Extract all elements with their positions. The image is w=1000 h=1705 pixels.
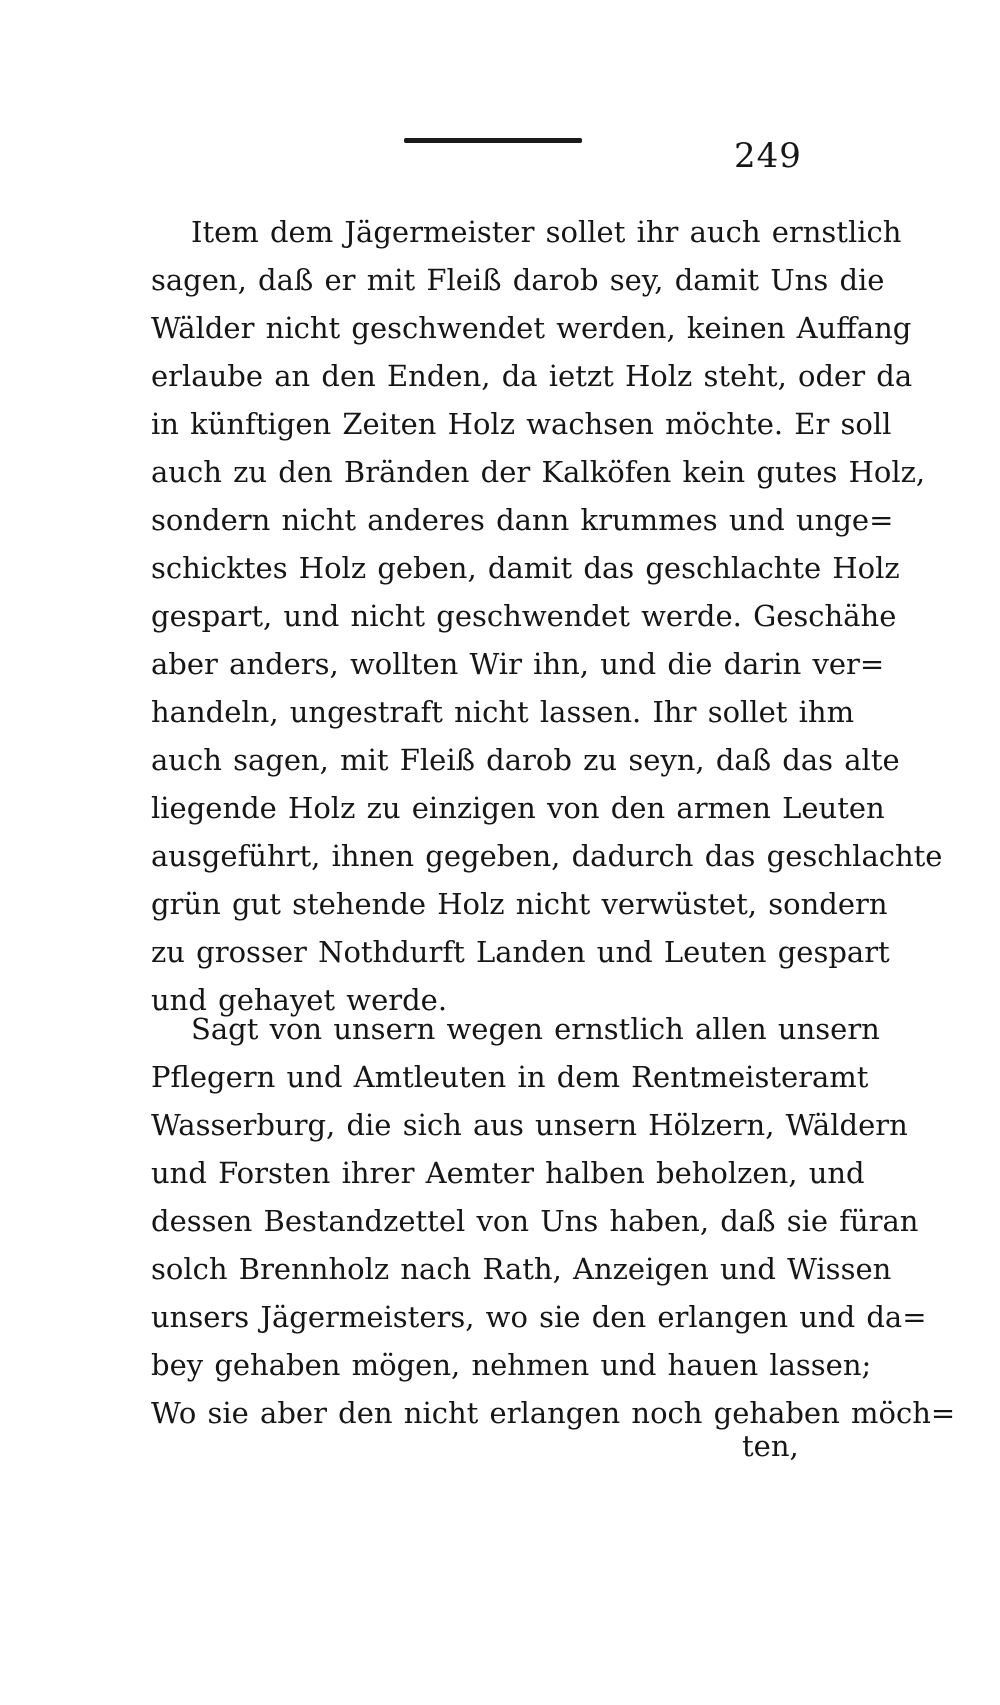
text-line: Wo sie aber den nicht erlangen noch gehaben möch= (151, 1396, 956, 1430)
text-line: Item dem Jägermeister sollet ihr auch ernstlich (191, 215, 902, 249)
header-rule (404, 138, 582, 143)
text-line: Sagt von unsern wegen ernstlich allen unsern (191, 1012, 880, 1046)
text-line: ausgeführt, ihnen gegeben, dadurch das geschlachte (151, 839, 943, 873)
text-line: gespart, und nicht geschwendet werde. Geschähe (151, 599, 897, 633)
text-line: auch zu den Bränden der Kalköfen kein gutes Holz, (151, 455, 926, 489)
text-line: solch Brennholz nach Rath, Anzeigen und Wissen (151, 1252, 892, 1286)
text-line: Pflegern und Amtleuten in dem Rentmeisteramt (151, 1060, 869, 1094)
text-line: dessen Bestandzettel von Uns haben, daß sie füran (151, 1204, 919, 1238)
catchword: ten, (742, 1429, 799, 1463)
text-line: liegende Holz zu einzigen von den armen Leuten (151, 791, 885, 825)
paragraph-2 (151, 1005, 956, 1437)
text-line: erlaube an den Enden, da ietzt Holz steht, oder da (151, 359, 913, 393)
text-line: grün gut stehende Holz nicht verwüstet, sondern (151, 887, 888, 921)
page-number: 249 (734, 136, 802, 176)
text-line: sondern nicht anderes dann krummes und unge= (151, 503, 894, 537)
text-line: und gehayet werde. (151, 983, 448, 1017)
paragraph-1 (151, 208, 943, 1024)
text-line: schicktes Holz geben, damit das geschlachte Holz (151, 551, 900, 585)
text-line: unsers Jägermeisters, wo sie den erlangen und da= (151, 1300, 927, 1334)
text-line: aber anders, wollten Wir ihn, und die darin ver= (151, 647, 885, 681)
text-line: Wasserburg, die sich aus unsern Hölzern, Wäldern (151, 1108, 908, 1142)
text-line: zu grosser Nothdurft Landen und Leuten gespart (151, 935, 890, 969)
text-line: in künftigen Zeiten Holz wachsen möchte. Er soll (151, 407, 892, 441)
text-line: und Forsten ihrer Aemter halben beholzen, und (151, 1156, 865, 1190)
text-line: Wälder nicht geschwendet werden, keinen Auffang (151, 311, 912, 345)
text-line: auch sagen, mit Fleiß darob zu seyn, daß das alte (151, 743, 900, 777)
text-line: handeln, ungestraft nicht lassen. Ihr sollet ihm (151, 695, 855, 729)
text-line: sagen, daß er mit Fleiß darob sey, damit Uns die (151, 263, 885, 297)
text-line: bey gehaben mögen, nehmen und hauen lassen; (151, 1348, 872, 1382)
